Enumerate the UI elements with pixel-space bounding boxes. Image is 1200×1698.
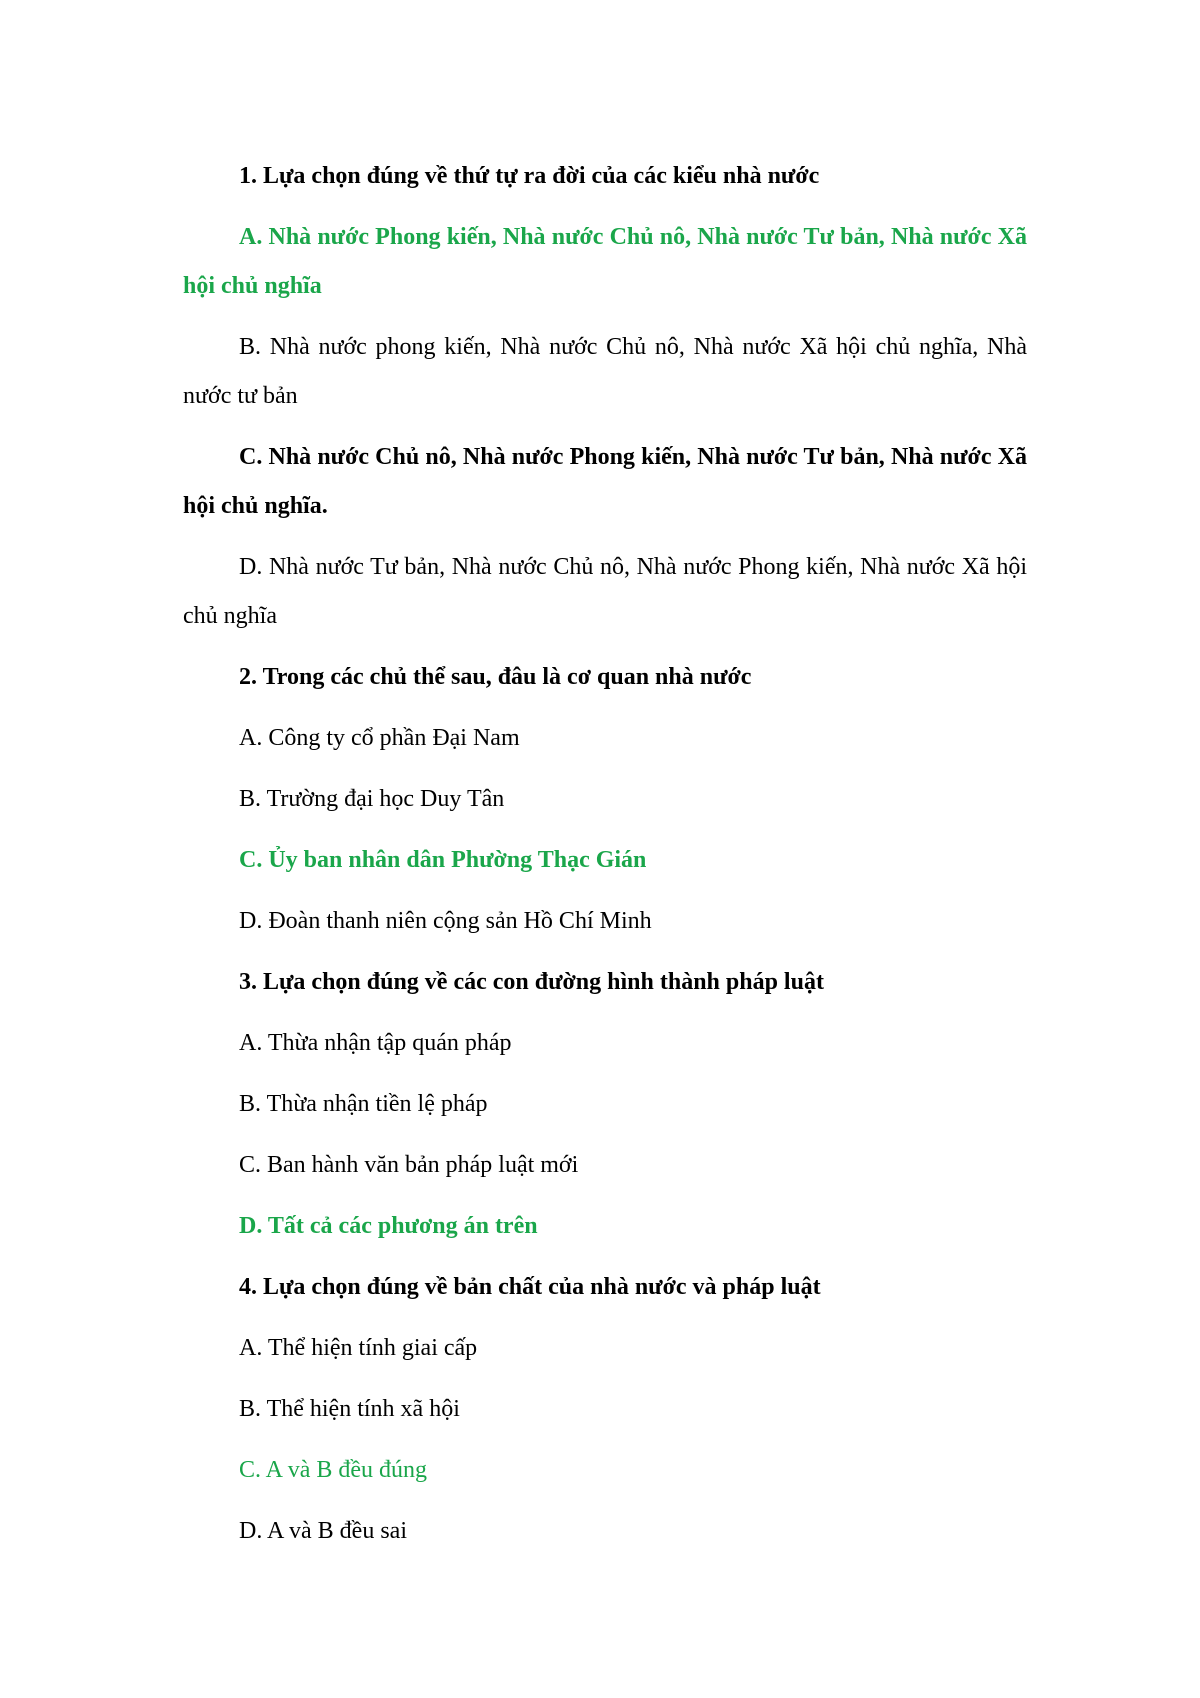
question-2-option-b: B. Trường đại học Duy Tân: [239, 786, 505, 812]
question-2-option-c-correct: C. Ủy ban nhân dân Phường Thạc Gián: [239, 847, 647, 873]
question-2-option-a: A. Công ty cổ phần Đại Nam: [239, 725, 520, 751]
question-1-option-d: D. Nhà nước Tư bản, Nhà nước Chủ nô, Nhà nước Phong kiến, Nhà nước Xã hội chủ nghĩa: [183, 554, 1027, 629]
question-1-option-b: B. Nhà nước phong kiến, Nhà nước Chủ nô, Nhà nước Xã hội chủ nghĩa, Nhà nước tư bản: [183, 334, 1027, 409]
document-page: [183, 152, 1027, 1568]
question-1-title: 1. Lựa chọn đúng về thứ tự ra đời của các kiểu nhà nước: [239, 163, 820, 189]
question-3-option-a: A. Thừa nhận tập quán pháp: [239, 1030, 512, 1056]
question-4-title: 4. Lựa chọn đúng về bản chất của nhà nước và pháp luật: [239, 1274, 821, 1300]
question-1-option-c: C. Nhà nước Chủ nô, Nhà nước Phong kiến, Nhà nước Tư bản, Nhà nước Xã hội chủ nghĩa.: [183, 444, 1027, 519]
question-3-option-d-correct: D. Tất cả các phương án trên: [239, 1213, 538, 1239]
question-3-title: 3. Lựa chọn đúng về các con đường hình thành pháp luật: [239, 969, 824, 995]
question-4-option-b: B. Thể hiện tính xã hội: [239, 1396, 460, 1422]
question-3-option-b: B. Thừa nhận tiền lệ pháp: [239, 1091, 488, 1117]
question-3-option-c: C. Ban hành văn bản pháp luật mới: [239, 1152, 579, 1178]
question-1-option-a-correct: A. Nhà nước Phong kiến, Nhà nước Chủ nô, Nhà nước Tư bản, Nhà nước Xã hội chủ nghĩa: [183, 224, 1027, 299]
question-4-option-a: A. Thể hiện tính giai cấp: [239, 1335, 478, 1361]
question-2-title: 2. Trong các chủ thể sau, đâu là cơ quan nhà nước: [239, 664, 752, 690]
question-2-option-d: D. Đoàn thanh niên cộng sản Hồ Chí Minh: [239, 908, 652, 934]
question-4-option-c-correct: C. A và B đều đúng: [239, 1457, 428, 1483]
question-4-option-d: D. A và B đều sai: [239, 1518, 407, 1544]
